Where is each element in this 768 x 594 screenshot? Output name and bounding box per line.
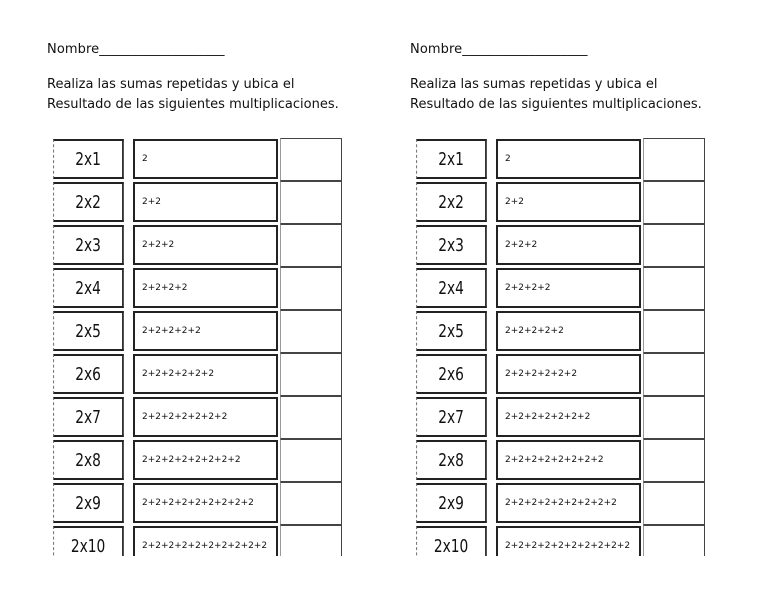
table-row	[410, 396, 706, 439]
fact-cell: 2x1	[53, 139, 124, 179]
table-row	[410, 310, 706, 353]
instructions-line-1: Realiza las sumas repetidas y ubica el	[410, 77, 658, 92]
answer-cell[interactable]	[280, 353, 342, 396]
answer-cell[interactable]	[280, 525, 342, 556]
answer-cell[interactable]	[643, 310, 705, 353]
table-row	[47, 138, 343, 181]
answer-cell[interactable]	[280, 439, 342, 482]
fact-cell: 2x6	[416, 354, 487, 394]
name-field[interactable]: Nombre___________________	[410, 42, 588, 57]
fact-cell: 2x4	[53, 268, 124, 308]
answer-cell[interactable]	[643, 267, 705, 310]
sum-cell: 2+2+2+2	[133, 268, 278, 308]
sum-cell: 2+2+2	[496, 225, 641, 265]
answer-cell[interactable]	[643, 181, 705, 224]
answer-cell[interactable]	[643, 224, 705, 267]
fact-cell: 2x4	[416, 268, 487, 308]
sum-cell: 2	[133, 139, 278, 179]
instructions-line-2: Resultado de las siguientes multiplicaciones.	[47, 97, 339, 112]
sum-cell: 2+2+2+2+2+2+2+2	[496, 440, 641, 480]
sum-cell: 2+2+2+2+2+2+2+2+2+2	[133, 526, 278, 556]
sum-cell: 2+2+2+2+2+2+2+2+2	[133, 483, 278, 523]
sum-cell: 2+2+2+2+2+2+2	[133, 397, 278, 437]
answer-cell[interactable]	[643, 482, 705, 525]
answer-cell[interactable]	[643, 439, 705, 482]
answer-cell[interactable]	[643, 396, 705, 439]
fact-cell: 2x3	[416, 225, 487, 265]
sum-cell: 2+2	[496, 182, 641, 222]
fact-cell: 2x1	[416, 139, 487, 179]
table-row	[410, 482, 706, 525]
answer-cell[interactable]	[280, 482, 342, 525]
multiplication-table	[410, 138, 706, 556]
table-row	[47, 353, 343, 396]
fact-cell: 2x5	[53, 311, 124, 351]
sum-cell: 2+2+2+2	[496, 268, 641, 308]
answer-cell[interactable]	[280, 267, 342, 310]
fact-cell: 2x8	[416, 440, 487, 480]
fact-cell: 2x9	[416, 483, 487, 523]
instructions	[47, 75, 339, 115]
name-field[interactable]: Nombre___________________	[47, 42, 225, 57]
table-row	[47, 181, 343, 224]
answer-cell[interactable]	[643, 138, 705, 181]
sum-cell: 2+2+2+2+2+2+2+2+2	[496, 483, 641, 523]
instructions-line-2: Resultado de las siguientes multiplicaciones.	[410, 97, 702, 112]
table-row	[47, 525, 343, 556]
sum-cell: 2+2+2+2+2+2	[133, 354, 278, 394]
sum-cell: 2+2+2	[133, 225, 278, 265]
fact-cell: 2x5	[416, 311, 487, 351]
table-row	[47, 396, 343, 439]
fact-cell: 2x3	[53, 225, 124, 265]
answer-cell[interactable]	[643, 353, 705, 396]
table-row	[47, 224, 343, 267]
fact-cell: 2x7	[416, 397, 487, 437]
table-row	[410, 138, 706, 181]
sum-cell: 2+2+2+2+2+2	[496, 354, 641, 394]
table-row	[410, 181, 706, 224]
table-row	[410, 439, 706, 482]
answer-cell[interactable]	[280, 396, 342, 439]
sum-cell: 2+2+2+2+2+2+2	[496, 397, 641, 437]
instructions-line-1: Realiza las sumas repetidas y ubica el	[47, 77, 295, 92]
table-row	[410, 224, 706, 267]
sum-cell: 2+2	[133, 182, 278, 222]
sum-cell: 2+2+2+2+2	[496, 311, 641, 351]
table-row	[410, 353, 706, 396]
fact-cell: 2x2	[416, 182, 487, 222]
multiplication-table	[47, 138, 343, 556]
table-row	[47, 310, 343, 353]
table-row	[47, 439, 343, 482]
fact-cell: 2x7	[53, 397, 124, 437]
fact-cell: 2x2	[53, 182, 124, 222]
answer-cell[interactable]	[280, 224, 342, 267]
fact-cell: 2x9	[53, 483, 124, 523]
fact-cell: 2x10	[416, 526, 487, 556]
answer-cell[interactable]	[643, 525, 705, 556]
fact-cell: 2x6	[53, 354, 124, 394]
answer-cell[interactable]	[280, 181, 342, 224]
fact-cell: 2x8	[53, 440, 124, 480]
sum-cell: 2+2+2+2+2+2+2+2+2+2	[496, 526, 641, 556]
answer-cell[interactable]	[280, 310, 342, 353]
instructions	[410, 75, 702, 115]
sum-cell: 2+2+2+2+2	[133, 311, 278, 351]
table-row	[47, 482, 343, 525]
table-row	[410, 525, 706, 556]
fact-cell: 2x10	[53, 526, 124, 556]
sum-cell: 2+2+2+2+2+2+2+2	[133, 440, 278, 480]
answer-cell[interactable]	[280, 138, 342, 181]
table-row	[47, 267, 343, 310]
table-row	[410, 267, 706, 310]
sum-cell: 2	[496, 139, 641, 179]
